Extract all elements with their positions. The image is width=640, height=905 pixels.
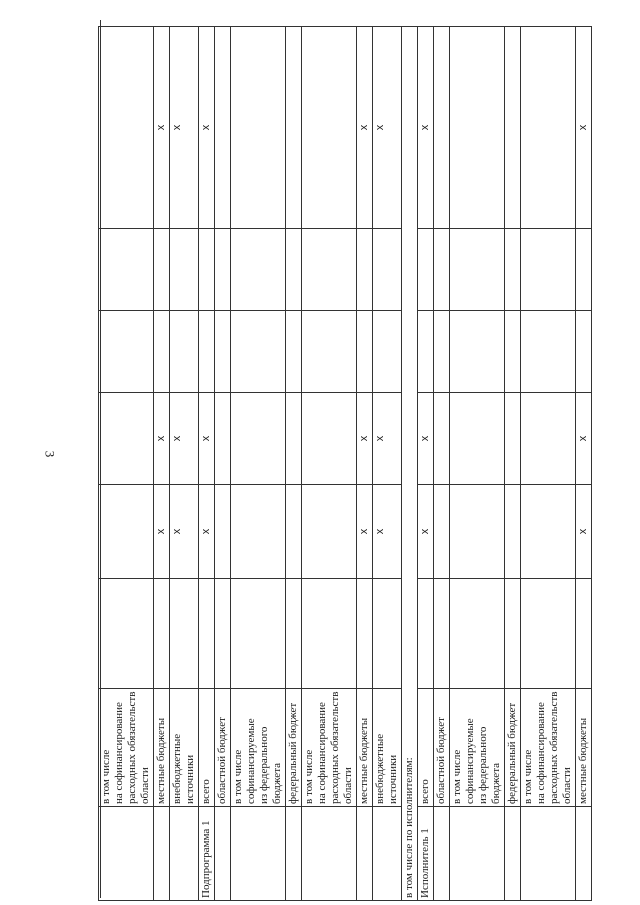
program-name-cell xyxy=(302,807,357,901)
page-number: 3 xyxy=(42,450,58,458)
cross-mark-cell: x xyxy=(199,27,215,229)
table-row xyxy=(450,27,505,901)
funding-source-cell xyxy=(450,689,505,807)
value-cell xyxy=(418,311,434,393)
funding-source-line: из федерального бюджета xyxy=(258,726,283,804)
program-name-cell xyxy=(99,807,154,901)
funding-source-line: местные бюджеты xyxy=(577,717,589,804)
funding-source-line: в том числе xyxy=(303,749,315,804)
value-cell xyxy=(521,485,576,579)
cross-mark-cell: x xyxy=(576,393,592,485)
funding-source-line: расходных обязательств xyxy=(329,691,341,804)
rotated-table-wrapper xyxy=(98,27,592,901)
value-cell xyxy=(199,579,215,689)
cross-mark-cell: x xyxy=(357,485,373,579)
funding-source-cell xyxy=(357,689,373,807)
cross-mark-cell: x xyxy=(373,485,402,579)
value-cell xyxy=(302,27,357,229)
funding-source-cell xyxy=(215,689,231,807)
value-cell xyxy=(199,311,215,393)
funding-table xyxy=(98,26,592,901)
value-cell xyxy=(418,579,434,689)
funding-source-line: всего xyxy=(419,779,431,804)
value-cell xyxy=(99,229,154,311)
funding-source-line: в том числе xyxy=(232,749,244,804)
funding-source-line: расходных обязательств xyxy=(126,691,138,804)
program-name-cell xyxy=(286,807,302,901)
cross-mark-cell: x xyxy=(373,393,402,485)
table-row xyxy=(231,27,286,901)
value-cell xyxy=(231,311,286,393)
cross-mark-cell: x xyxy=(418,27,434,229)
value-cell xyxy=(286,485,302,579)
value-cell xyxy=(215,485,231,579)
table-row xyxy=(199,27,215,901)
program-name-cell xyxy=(450,807,505,901)
value-cell xyxy=(505,579,521,689)
program-name-cell xyxy=(576,807,592,901)
funding-source-cell xyxy=(434,689,450,807)
funding-source-line: местные бюджеты xyxy=(155,717,167,804)
cross-mark-cell: x xyxy=(199,393,215,485)
funding-source-line: софинансируемые xyxy=(464,718,476,804)
value-cell xyxy=(434,27,450,229)
value-cell xyxy=(286,27,302,229)
value-cell xyxy=(450,27,505,229)
value-cell xyxy=(505,229,521,311)
value-cell xyxy=(199,229,215,311)
section-caption: в том числе по исполнителям: xyxy=(402,27,418,901)
value-cell xyxy=(170,229,199,311)
table-row xyxy=(373,27,402,901)
funding-source-line: на софинансирование xyxy=(535,702,547,804)
table-row xyxy=(99,27,154,901)
table-row xyxy=(215,27,231,901)
cross-mark-cell: x xyxy=(357,393,373,485)
value-cell xyxy=(286,579,302,689)
value-cell xyxy=(505,27,521,229)
cross-mark-cell: x xyxy=(373,27,402,229)
program-name-cell xyxy=(505,807,521,901)
value-cell xyxy=(231,579,286,689)
program-name-cell xyxy=(170,807,199,901)
table-row xyxy=(402,27,418,901)
value-cell xyxy=(434,311,450,393)
funding-source-cell xyxy=(302,689,357,807)
funding-source-cell xyxy=(170,689,199,807)
value-cell xyxy=(99,393,154,485)
program-name-cell xyxy=(434,807,450,901)
cross-mark-cell: x xyxy=(170,393,199,485)
program-name-cell xyxy=(521,807,576,901)
value-cell xyxy=(434,393,450,485)
table-row xyxy=(286,27,302,901)
table-row xyxy=(521,27,576,901)
funding-source-cell xyxy=(231,689,286,807)
table-row xyxy=(434,27,450,901)
funding-source-line: местные бюджеты xyxy=(358,717,370,804)
funding-source-line: областной бюджет xyxy=(435,717,447,804)
value-cell xyxy=(450,229,505,311)
value-cell xyxy=(302,393,357,485)
value-cell xyxy=(302,485,357,579)
funding-source-line: в том числе xyxy=(451,749,463,804)
cross-mark-cell: x xyxy=(154,27,170,229)
value-cell xyxy=(521,311,576,393)
funding-source-line: федеральный бюджет xyxy=(287,702,299,804)
cross-mark-cell: x xyxy=(357,27,373,229)
cross-mark-cell: x xyxy=(170,485,199,579)
value-cell xyxy=(521,393,576,485)
funding-source-line: источники xyxy=(387,754,399,804)
value-cell xyxy=(505,311,521,393)
cross-mark-cell: x xyxy=(154,485,170,579)
value-cell xyxy=(231,393,286,485)
cross-mark-cell: x xyxy=(154,393,170,485)
value-cell xyxy=(434,579,450,689)
program-name-cell xyxy=(231,807,286,901)
funding-source-line: расходных обязательств xyxy=(548,691,560,804)
value-cell xyxy=(505,393,521,485)
value-cell xyxy=(357,579,373,689)
value-cell xyxy=(434,229,450,311)
value-cell xyxy=(99,485,154,579)
value-cell xyxy=(215,579,231,689)
funding-source-cell xyxy=(505,689,521,807)
value-cell xyxy=(450,393,505,485)
funding-source-line: области xyxy=(342,767,354,804)
funding-source-cell xyxy=(199,689,215,807)
value-cell xyxy=(373,579,402,689)
table-row xyxy=(170,27,199,901)
funding-source-line: источники xyxy=(184,754,196,804)
value-cell xyxy=(576,229,592,311)
value-cell xyxy=(521,579,576,689)
funding-source-line: федеральный бюджет xyxy=(506,702,518,804)
program-name-cell xyxy=(154,807,170,901)
value-cell xyxy=(215,229,231,311)
funding-source-cell xyxy=(521,689,576,807)
funding-source-cell xyxy=(99,689,154,807)
value-cell xyxy=(154,229,170,311)
funding-source-line: в том числе xyxy=(522,749,534,804)
table-row xyxy=(505,27,521,901)
value-cell xyxy=(450,579,505,689)
funding-source-line: внебюджетные xyxy=(171,733,183,804)
value-cell xyxy=(576,311,592,393)
funding-source-line: области xyxy=(139,767,151,804)
value-cell xyxy=(170,311,199,393)
value-cell xyxy=(286,393,302,485)
program-name-cell xyxy=(215,807,231,901)
funding-source-line: внебюджетные xyxy=(374,733,386,804)
value-cell xyxy=(302,311,357,393)
value-cell xyxy=(521,229,576,311)
cross-mark-cell: x xyxy=(418,393,434,485)
funding-source-line: на софинансирование xyxy=(113,702,125,804)
value-cell xyxy=(357,229,373,311)
cross-mark-cell: x xyxy=(170,27,199,229)
program-name-cell xyxy=(373,807,402,901)
table-row xyxy=(357,27,373,901)
table-row xyxy=(418,27,434,901)
value-cell xyxy=(99,311,154,393)
funding-source-line: в том числе xyxy=(100,749,112,804)
funding-source-cell xyxy=(154,689,170,807)
value-cell xyxy=(286,311,302,393)
value-cell xyxy=(215,393,231,485)
value-cell xyxy=(450,311,505,393)
funding-source-cell xyxy=(418,689,434,807)
value-cell xyxy=(302,579,357,689)
funding-source-line: из федерального бюджета xyxy=(477,726,502,804)
funding-source-line: софинансируемые xyxy=(245,718,257,804)
value-cell xyxy=(99,27,154,229)
value-cell xyxy=(434,485,450,579)
value-cell xyxy=(576,579,592,689)
value-cell xyxy=(231,27,286,229)
cross-mark-cell: x xyxy=(576,27,592,229)
value-cell xyxy=(418,229,434,311)
value-cell xyxy=(215,27,231,229)
funding-source-line: на софинансирование xyxy=(316,702,328,804)
value-cell xyxy=(231,229,286,311)
program-name-cell: Подпрограмма 1 xyxy=(199,807,215,901)
funding-source-cell xyxy=(576,689,592,807)
program-name-cell xyxy=(357,807,373,901)
funding-source-cell xyxy=(286,689,302,807)
funding-source-cell xyxy=(373,689,402,807)
table-row xyxy=(302,27,357,901)
value-cell xyxy=(99,579,154,689)
funding-source-line: областной бюджет xyxy=(216,717,228,804)
funding-source-line: области xyxy=(561,767,573,804)
value-cell xyxy=(170,579,199,689)
value-cell xyxy=(505,485,521,579)
value-cell xyxy=(450,485,505,579)
value-cell xyxy=(521,27,576,229)
value-cell xyxy=(286,229,302,311)
value-cell xyxy=(154,579,170,689)
value-cell xyxy=(215,311,231,393)
value-cell xyxy=(357,311,373,393)
table-row xyxy=(576,27,592,901)
value-cell xyxy=(302,229,357,311)
table-row xyxy=(154,27,170,901)
value-cell xyxy=(373,311,402,393)
cross-mark-cell: x xyxy=(418,485,434,579)
value-cell xyxy=(231,485,286,579)
cross-mark-cell: x xyxy=(576,485,592,579)
value-cell xyxy=(373,229,402,311)
cross-mark-cell: x xyxy=(199,485,215,579)
value-cell xyxy=(154,311,170,393)
funding-source-line: всего xyxy=(200,779,212,804)
program-name-cell: Исполнитель 1 xyxy=(418,807,434,901)
